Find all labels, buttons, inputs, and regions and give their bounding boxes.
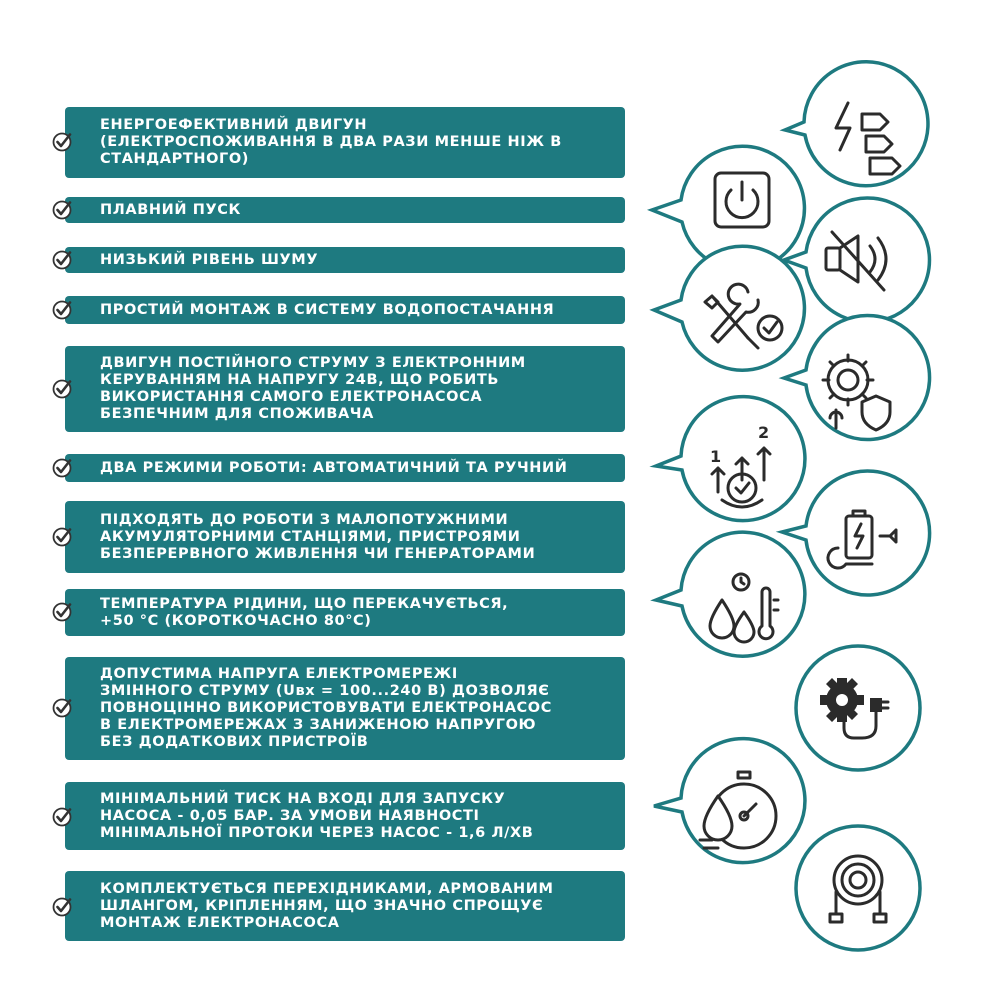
two-modes-icon (656, 397, 805, 521)
feature-text: ПЛАВНИЙ ПУСК (100, 201, 241, 218)
feature-text: ДВИГУН ПОСТІЙНОГО СТРУМУ З ЕЛЕКТРОННИМ КЕРУВАННЯМ НА НАПРУГУ 24В, ЩО РОБИТЬ ВИКОРИСТАННЯ САМОГО ЕЛЕКТРОНАСОСА БЕЗПЕЧНИМ ДЛЯ СПОЖИВАЧА (100, 355, 526, 422)
feature-text: ЕНЕРГОЕФЕКТИВНИЙ ДВИГУН (ЕЛЕКТРОСПОЖИВАННЯ В ДВА РАЗИ МЕНШЕ НІЖ В СТАНДАРТНОГО) (100, 117, 562, 167)
feature-text: ТЕМПЕРАТУРА РІДИНИ, ЩО ПЕРЕКАЧУЄТЬСЯ, +50 °С (КОРОТКОЧАСНО 80°С) (100, 595, 509, 629)
feature-text: ПРОСТИЙ МОНТАЖ В СИСТЕМУ ВОДОПОСТАЧАННЯ (100, 301, 555, 318)
feature-text: ПІДХОДЯТЬ ДО РОБОТИ З МАЛОПОТУЖНИМИ АКУМУЛЯТОРНИМИ СТАНЦІЯМИ, ПРИСТРОЯМИ БЕЗПЕРЕРВНОГО ЖИВЛЕННЯ ЧИ ГЕНЕРАТОРАМИ (100, 511, 536, 562)
gear-plug-icon (796, 646, 920, 770)
feature-text: КОМПЛЕКТУЄТЬСЯ ПЕРЕХІДНИКАМИ, АРМОВАНИМ ШЛАНГОМ, КРІПЛЕННЯМ, ЩО ЗНАЧНО СПРОЩУЄ МОНТАЖ ЕЛЕКТРОНАСОСА (100, 880, 554, 931)
feature-text: ДОПУСТИМА НАПРУГА ЕЛЕКТРОМЕРЕЖІ ЗМІННОГО СТРУМУ (Uвх = 100...240 В) ДОЗВОЛЯЄ ПОВНОЦІННО ВИКОРИСТОВУВАТИ ЕЛЕКТРОНАСОС В ЕЛЕКТРОМЕРЕЖАХ З ЗАНИЖЕНОЮ НАПРУГОЮ БЕЗ ДОДАТКОВИХ ПРИСТРОЇВ (100, 666, 552, 750)
battery-plug-icon (782, 471, 930, 595)
feature-text: МІНІМАЛЬНИЙ ТИСК НА ВХОДІ ДЛЯ ЗАПУСКУ НАСОСА - 0,05 БАР. ЗА УМОВИ НАЯВНОСТІ МІНІМАЛЬНОЇ ПРОТОКИ ЧЕРЕЗ НАСОС - 1,6 Л/ХВ (100, 790, 534, 841)
energy-efficiency-icon (785, 62, 928, 186)
svg-text:1: 1 (710, 447, 722, 466)
feature-text: ДВА РЕЖИМИ РОБОТИ: АВТОМАТИЧНИЙ ТА РУЧНИЙ (100, 459, 568, 476)
hose-icon (796, 826, 920, 950)
feature-text: НИЗЬКИЙ РІВЕНЬ ШУМУ (100, 251, 319, 268)
stopwatch-pressure-icon (654, 739, 805, 863)
tools-check-icon (654, 246, 804, 370)
gear-shield-icon (784, 316, 930, 440)
water-thermometer-icon (656, 532, 805, 656)
svg-text:2: 2 (758, 423, 770, 442)
